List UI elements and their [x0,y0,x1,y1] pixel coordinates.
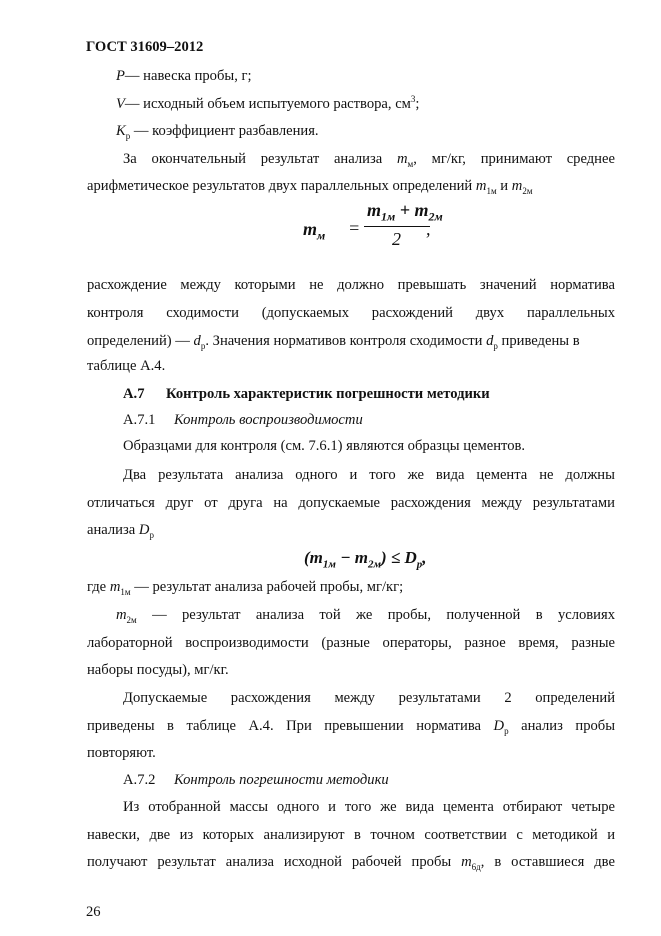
paragraph-final-result-line1: За окончательный результат анализа $m_м$, мг/кг, принимают среднее [123,151,615,169]
section-a7-title: Контроль характеристик погрешности методики [166,386,490,402]
section-a71-number: А.7.1 [123,412,156,428]
page-number: 26 [86,904,101,920]
paragraph-divergence-line3: определений) — $d_р$. Значения нормативов контроля сходимости $d_р$ приведены в [87,333,580,351]
paragraph-selected-mass-line1: Из отобранной массы одного и того же вида цемента отбирают четыре [123,799,616,815]
paragraph-final-result-line2: арифметическое результатов двух параллельных определений $m_{1м}$ и $m_{2м}$ [87,178,533,196]
paragraph-divergence-line2: контроля сходимости (допускаемых расхождений двух параллельных [87,305,616,321]
paragraph-permissible-line2: приведены в таблице А.4. При превышении норматива $D_р$ анализ пробы [87,718,616,736]
symbol-p: P [116,68,125,84]
definition-kp: $K_р$ — коэффициент разбавления. [116,123,319,141]
where-m2-line3: наборы посуды), мг/кг. [87,662,229,678]
formula-reproducibility: $(m_{1м} - m_{2м}) \le D_р$, [304,548,427,571]
paragraph-selected-mass-line3: получают результат анализа исходной рабочей пробы $m_{6д}$, в оставшиеся две [87,854,615,872]
paragraph-divergence-line4: таблице А.4. [87,358,166,374]
where-m1: где $m_{1м}$ — результат анализа рабочей пробы, мг/кг; [87,579,404,597]
paragraph-selected-mass-line2: навески, две из которых анализируют в точном соответствии с методикой и [87,827,616,843]
paragraph-permissible-line3: повторяют. [87,745,156,761]
section-a72-number: А.7.2 [123,772,156,788]
document-page: ГОСТ 31609–2012 P— навеска пробы, г; V— исходный объем испытуемого раствора, $см^3$; $K_р$ — коэффициент разбавления. За окончательный результат анализа $m_м$, мг/кг, принимают среднее арифметическое результатов двух параллельных определений $m_{1м}$ и $m_{2м}$ $m_м$ = $m_{1м} + m_{2м}$ 2 , расхождение между которыми не должно превышать значений норматива контроля сходимости (допускаемых расхождений двух параллельных определений) — $d_р$. Значения нормативов контроля сходимости $d_р$ приведены в таблице А.4. А.7 Контроль характеристик погрешности методики А.7.1 Контроль воспроизводимости Образцами для контроля (см. 7.6.1) являются образцы цементов. Два результата анализа одного и того же вида цемента не должны отличаться друг от друга на допускаемые расхождения между результатами анализа $D_р$ $(m_{1м} - m_{2м}) \le D_р$, где $m_{1м}$ — результат анализа рабочей пробы, мг/кг; $m_{2м}$ — результат анализа той же пробы, полученной в условиях лабораторной воспроизводимости (разные операторы, разное время, разные наборы посуды), мг/кг. Допускаемые расхождения между результатами 2 определений приведены в таблице А.4. При превышении норматива $D_р$ анализ пробы повторяют. А.7.2 Контроль погрешности методики Из отобранной массы одного и того же вида цемента отбирают четыре навески, две из которых анализируют в точном соответствии с методикой и получают результат анализа исходной рабочей пробы $m_{6д}$, в оставшиеся две 26 [86,39,616,920]
definition-v: V— исходный объем испытуемого раствора, $см^3$; [116,94,420,112]
paragraph-two-results-line2: отличаться друг от друга на допускаемые расхождения между результатами [87,495,615,511]
section-a72-title: Контроль погрешности методики [174,772,389,788]
symbol-k: K [116,123,126,139]
definition-p: P— навеска пробы, г; [116,68,252,84]
paragraph-samples: Образцами для контроля (см. 7.6.1) являются образцы цементов. [123,438,526,454]
document-header: ГОСТ 31609–2012 [86,39,204,55]
paragraph-two-results-line1: Два результата анализа одного и того же вида цемента не должны [123,467,615,483]
where-m2-line2: лабораторной воспроизводимости (разные операторы, разное время, разные [87,635,616,651]
paragraph-divergence-line1: расхождение между которыми не должно превышать значений норматива [87,277,615,293]
paragraph-two-results-line3: анализа $D_р$ [87,522,154,540]
paragraph-permissible-line1: Допускаемые расхождения между результатами 2 определений [123,690,616,706]
section-a7-number: А.7 [123,386,145,402]
section-a71-title: Контроль воспроизводимости [174,412,363,428]
symbol-v: V [116,96,125,112]
where-m2-line1: $m_{2м}$ — результат анализа той же пробы, полученной в условиях [116,607,616,625]
